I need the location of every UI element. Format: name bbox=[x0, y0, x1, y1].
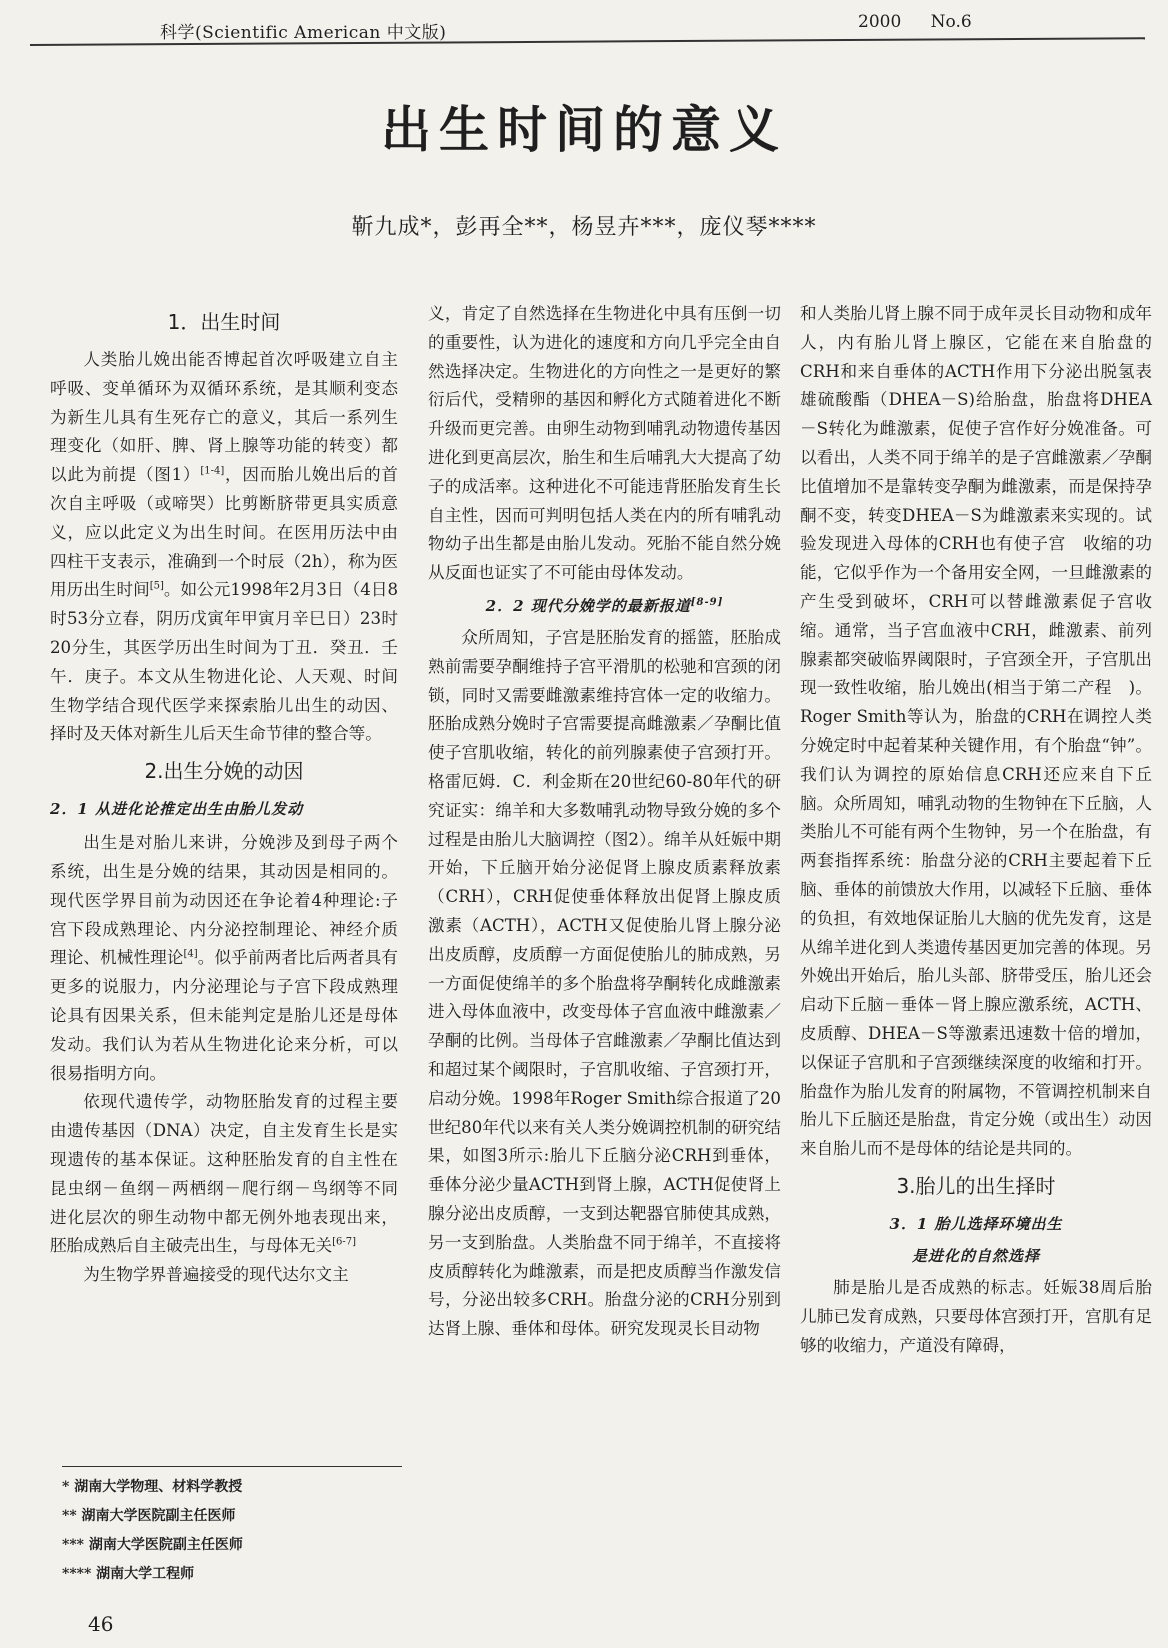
column-2 bbox=[428, 300, 781, 1344]
citation: [1-4] bbox=[200, 465, 225, 477]
section-2-1-heading: 2．1 从进化论推定出生由胎儿发动 bbox=[50, 800, 304, 819]
author-footnotes bbox=[62, 1466, 402, 1589]
issue-number: 2000 No.6 bbox=[858, 12, 972, 32]
footnote: **** 湖南大学工程师 bbox=[62, 1566, 195, 1582]
citation: [5] bbox=[149, 580, 164, 592]
article-title: 出生时间的意义 bbox=[381, 100, 787, 159]
section-3-heading: 3.胎儿的出生择时 bbox=[896, 1173, 1056, 1198]
citation: [6-7] bbox=[332, 1236, 356, 1248]
column-1 bbox=[50, 300, 398, 1290]
citation: [8-9] bbox=[690, 596, 724, 608]
page-number: 46 bbox=[88, 1612, 114, 1636]
section-3-1-heading-line-1: 3．1 胎儿选择环境出生 bbox=[889, 1214, 1063, 1233]
footnote: ** 湖南大学医院副主任医师 bbox=[62, 1508, 236, 1524]
running-header bbox=[0, 0, 1168, 46]
citation: [4] bbox=[183, 948, 198, 960]
section-2-2-paragraph-cont: 和人类胎儿肾上腺不同于成年灵长目动物和成年人，内有胎儿肾上腺区，它能在来自胎盘的CRH和来自垂体的ACTH作用下分泌出脱氢表雄硫酸酯（DHEA－S)给胎盘，胎盘将DHEA－S转化为雌激素，促使子宫作好分娩准备。可以看出，人类不同于绵羊的是子宫雌激素／孕酮比值增加不是靠转变孕酮为雌激素，而是保持孕酮不变，转变DHEA－S为雌激素来实现的。试验发现进入母体的CRH也有使子宫 收缩的功能，它似乎作为一个备用安全网，一旦雌激素的产生受到破坏，CRH可以替雌激素促子宫收缩。通常，当子宫血液中CRH，雌激素、前列腺素都突破临界阈限时，子宫颈全开，子宫肌出现一致性收缩，胎儿娩出(相当于第二产程 )。Roger Smith等认为，胎盘的CRH在调控人类分娩定时中起着某种关键作用，有个胎盘“钟”。我们认为调控的原始信息CRH还应来自下丘脑。众所周知，哺乳动物的生物钟在下丘脑，人类胎儿不可能有两个生物钟，另一个在胎盘，有两套指挥系统：胎盘分泌的CRH主要起着下丘脑、垂体的前馈放大作用，以减轻下丘脑、垂体的负担，有效地保证胎儿大脑的优先发育，这是从绵羊进化到人类遗传基因更加完善的体现。另外娩出开始后，胎儿头部、脐带受压，胎儿还会启动下丘脑－垂体－肾上腺应激系统，ACTH、皮质醇、DHEA－S等激素迅速数十倍的增加，以保证子宫肌和子宫颈继续深度的收缩和打开。胎盘作为胎儿发育的附属物，不管调控机制来自胎儿下丘脑还是胎盘，肯定分娩（或出生）动因来自胎儿而不是母体的结论是共同的。 bbox=[800, 304, 1152, 1159]
section-2-1-paragraph-1: 出生是对胎儿来讲，分娩涉及到母子两个系统，出生是分娩的结果，其动因是相同的。现代医学界目前为动因还在争论着4种理论:子宫下段成熟理论、内分泌控制理论、神经介质理论、机械性理论[4]。似乎前两者比后两者具有更多的说服力，内分泌理论与子宫下段成熟理论具有因果关系，但未能判定是胎儿还是母体发动。我们认为若从生物进化论来分析，可以很易指明方向。 bbox=[50, 833, 398, 1083]
section-2-heading: 2.出生分娩的动因 bbox=[144, 759, 304, 784]
section-3-1-paragraph: 肺是胎儿是否成熟的标志。妊娠38周后胎儿肺已发育成熟，只要母体宫颈打开，宫肌有足够的收缩力，产道没有障碍， bbox=[800, 1277, 1152, 1355]
section-1-heading: 1．出生时间 bbox=[167, 310, 281, 334]
section-1-paragraph: 人类胎儿娩出能否博起首次呼吸建立自主呼吸、变单循环为双循环系统，是其顺利变态为新生儿具有生死存亡的意义，其后一系列生理变化（如肝、脾、肾上腺等功能的转变）都以此为前提（图1）[1-4]，因而胎儿娩出后的首次自主呼吸（或啼哭）比剪断脐带更具实质意义，应以此定义为出生时间。在医用历法中由四柱干支表示，准确到一个时辰（2h），称为医用历出生时间[5]。如公元1998年2月3日（4日8时53分立春，阴历戊寅年甲寅月辛巳日）23时20分生，其医学历出生时间为丁丑．癸丑．壬午．庚子。本文从生物进化论、人天观、时间生物学结合现代医学来探索胎儿出生的动因、择时及天体对新生儿后天生命节律的整合等。 bbox=[50, 350, 398, 744]
section-2-1-paragraph-3-cont: 义，肯定了自然选择在生物进化中具有压倒一切的重要性，认为进化的速度和方向几乎完全由自然选择决定。生物进化的方向性之一是更好的繁衍后代，受精卵的基因和孵化方式随着进化不断升级而更完善。由卵生动物到哺乳动物遗传基因进化到更高层次，胎生和生后哺乳大大提高了幼子的成活率。这种进化不可能违背胚胎发育生长自主性，因而可判明包括人类在内的所有哺乳动物幼子出生都是由胎儿发动。死胎不能自然分娩从反面也证实了不可能由母体发动。 bbox=[428, 304, 781, 583]
column-3 bbox=[800, 300, 1152, 1360]
journal-name: 科学(Scientific American 中文版) bbox=[160, 23, 447, 43]
section-2-1-paragraph-3: 为生物学界普遍接受的现代达尔文主 bbox=[83, 1265, 349, 1285]
section-2-1-paragraph-2: 依现代遗传学，动物胚胎发育的过程主要由遗传基因（DNA）决定，自主发育生长是实现遗传的基本保证。这种胚胎发育的自主性在昆虫纲－鱼纲－两栖纲－爬行纲－鸟纲等不同进化层次的卵生动物中都无例外地表现出来，胚胎成熟后自主破壳出生，与母体无关[6-7] bbox=[50, 1092, 398, 1256]
author-line: 靳九成*，彭再全**，杨昱卉***，庞仪琴**** bbox=[351, 215, 817, 240]
footnote: * 湖南大学物理、材料学教授 bbox=[62, 1479, 243, 1495]
footnote: *** 湖南大学医院副主任医师 bbox=[62, 1537, 243, 1553]
section-3-1-heading-line-2: 是进化的自然选择 bbox=[911, 1246, 1040, 1265]
section-2-2-heading: 2．2 现代分娩学的最新报道[8-9] bbox=[485, 596, 724, 615]
section-2-2-paragraph: 众所周知，子宫是胚胎发育的摇篮，胚胎成熟前需要孕酮维持子宫平滑肌的松驰和宫颈的闭锁，同时又需要雌激素维持宫体一定的收缩力。胚胎成熟分娩时子宫需要提高雌激素／孕酮比值使子宫肌收缩，转化的前列腺素使子宫颈打开。格雷厄姆．C．利金斯在20世纪60-80年代的研究证实：绵羊和大多数哺乳动物导致分娩的多个过程是由胎儿大脑调控（图2）。绵羊从妊娠中期开始，下丘脑开始分泌促肾上腺皮质素释放素（CRH），CRH促使垂体释放出促肾上腺皮质激素（ACTH），ACTH又促使胎儿肾上腺分泌出皮质醇，皮质醇一方面促使胎儿的肺成熟，另一方面促使绵羊的多个胎盘将孕酮转化成雌激素进入母体血液中，改变母体子宫血液中雌激素／孕酮的比例。当母体子宫雌激素／孕酮比值达到和超过某个阈限时，子宫肌收缩、子宫颈打开，启动分娩。1998年Roger Smith综合报道了20世纪80年代以来有关人类分娩调控机制的研究结果，如图3所示:胎儿下丘脑分泌CRH到垂体，垂体分泌少量ACTH到肾上腺，ACTH促使肾上腺分泌出皮质醇，一支到达靶器官肺使其成熟，另一支到胎盘。人类胎盘不同于绵羊，不直接将皮质醇转化为雌激素，而是把皮质醇当作激发信号，分泌出较多CRH。胎盘分泌的CRH分别到达肾上腺、垂体和母体。研究发现灵长目动物 bbox=[428, 627, 781, 1339]
